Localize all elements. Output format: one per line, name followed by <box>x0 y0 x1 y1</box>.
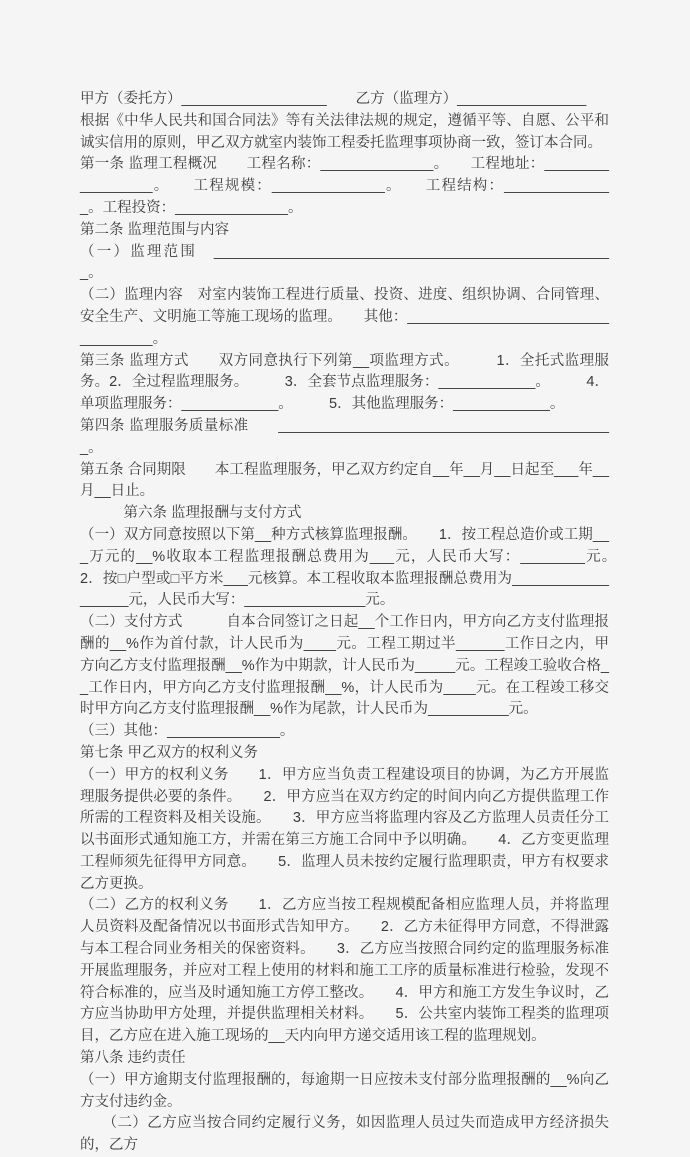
contract-paragraph: 第四条 监理服务质量标准 __________________________________________。 <box>80 417 609 456</box>
contract-body <box>80 89 638 1157</box>
contract-paragraph: （三）其他：______________。 <box>80 723 295 740</box>
contract-paragraph: （二）乙方应当按合同约定履行义务，如因监理人员过失而造成甲方经济损失的，乙方 <box>80 1115 609 1154</box>
contract-paragraph: 第五条 合同期限 本工程监理服务，甲乙双方约定自__年__月__日起至___年__月__日止。 <box>80 461 609 500</box>
contract-paragraph: （一）甲方逾期支付监理报酬的，每逾期一日应按未支付部分监理报酬的__%向乙方支付违约金。 <box>80 1071 609 1110</box>
contract-paragraph: （二）支付方式 自本合同签订之日起__个工作日内，甲方向乙方支付监理报酬的__%作为首付款，计人民币为____元。工程工期过半______工作日之内，甲方向乙方支付监理报酬__%作为中期款，计人民币为_____元。工程竣工验收合格__工作日内，甲方向乙方支付监理报酬__%，计人民币为____元。在工程竣工移交时甲方向乙方支付监理报酬__%作为尾款，计人民币为__________元。 <box>80 614 609 718</box>
contract-paragraph: （二）监理内容 对室内装饰工程进行质量、投资、进度、组织协调、合同管理、安全生产、文明施工等施工现场的监理。 其他：__________________________________。 <box>80 287 609 347</box>
contract-paragraph: （一）双方同意按照以下第__种方式核算监理报酬。 1．按工程总造价或工期___万元的__%收取本工程监理报酬总费用为___元，人民币大写：________元。 2．按□户型或□平方米___元核算。本工程收取本监理报酬总费用为__________________元，人民币大写：_______________元。 <box>80 526 638 609</box>
contract-paragraph: （一）甲方的权利义务 1．甲方应当负责工程建设项目的协调，为乙方开展监理服务提供必要的条件。 2．甲方应当在双方约定的时间内向乙方提供监理工作所需的工程资料及相关设施。 3．甲方应当将监理内容及乙方监理人员责任分工以书面形式通知施工方，并需在第三方施工合同中予以明确。 4．乙方变更监理工程师须先征得甲方同意。 5．监理人员未按约定履行监理职责，甲方有权要求乙方更换。 <box>80 766 609 892</box>
contract-paragraph: 第三条 监理方式 双方同意执行下列第__项监理方式。 1．全托式监理服务。2．全过程监理服务。 3．全套节点监理服务：____________。 4．单项监理服务：____________。 5．其他监理服务：____________。 <box>80 352 609 413</box>
contract-paragraph: 第六条 监理报酬与支付方式 <box>80 505 302 522</box>
contract-paragraph: 第一条 监理工程概况 工程名称：______________。 工程地址：_________________。 工程规模：______________。 工程结构：______________。工程投资：______________。 <box>80 156 609 216</box>
contract-paragraph: 第二条 监理范围与内容 <box>80 221 230 238</box>
contract-paragraph: （二）乙方的权利义务 1．乙方应当按工程规模配备相应监理人员，并将监理人员资料及配备情况以书面形式告知甲方。 2．乙方未征得甲方同意，不得泄露与本工程合同业务相关的保密资料。 3．乙方应当按照合同约定的监理服务标准开展监理服务，并应对工程上使用的材料和施工工序的质量标准进行检验，发现不符合标准的，应当及时通知施工方停工整改。 4．甲方和施工方发生争议时，乙方应当协助甲方处理，并提供监理相关材料。 5．公共室内装饰工程类的监理项目，乙方应在进入施工现场的__天内向甲方递交适用该工程的监理规划。 <box>80 897 609 1045</box>
contract-paragraph: 第七条 甲乙双方的权利义务 <box>80 744 259 761</box>
contract-paragraph: 根据《中华人民共和国合同法》等有关法律法规的规定，遵循平等、自愿、公平和诚实信用的原则，甲乙双方就室内装饰工程委托监理事项协商一致，签订本合同。 <box>80 112 609 151</box>
contract-paragraph: （一）监理范围 __________________________________________________。 <box>80 243 609 282</box>
contract-paragraph: 第八条 违约责任 <box>80 1050 186 1067</box>
contract-paragraph: 甲方（委托方）__________________ 乙方（监理方）________________ <box>80 91 587 107</box>
